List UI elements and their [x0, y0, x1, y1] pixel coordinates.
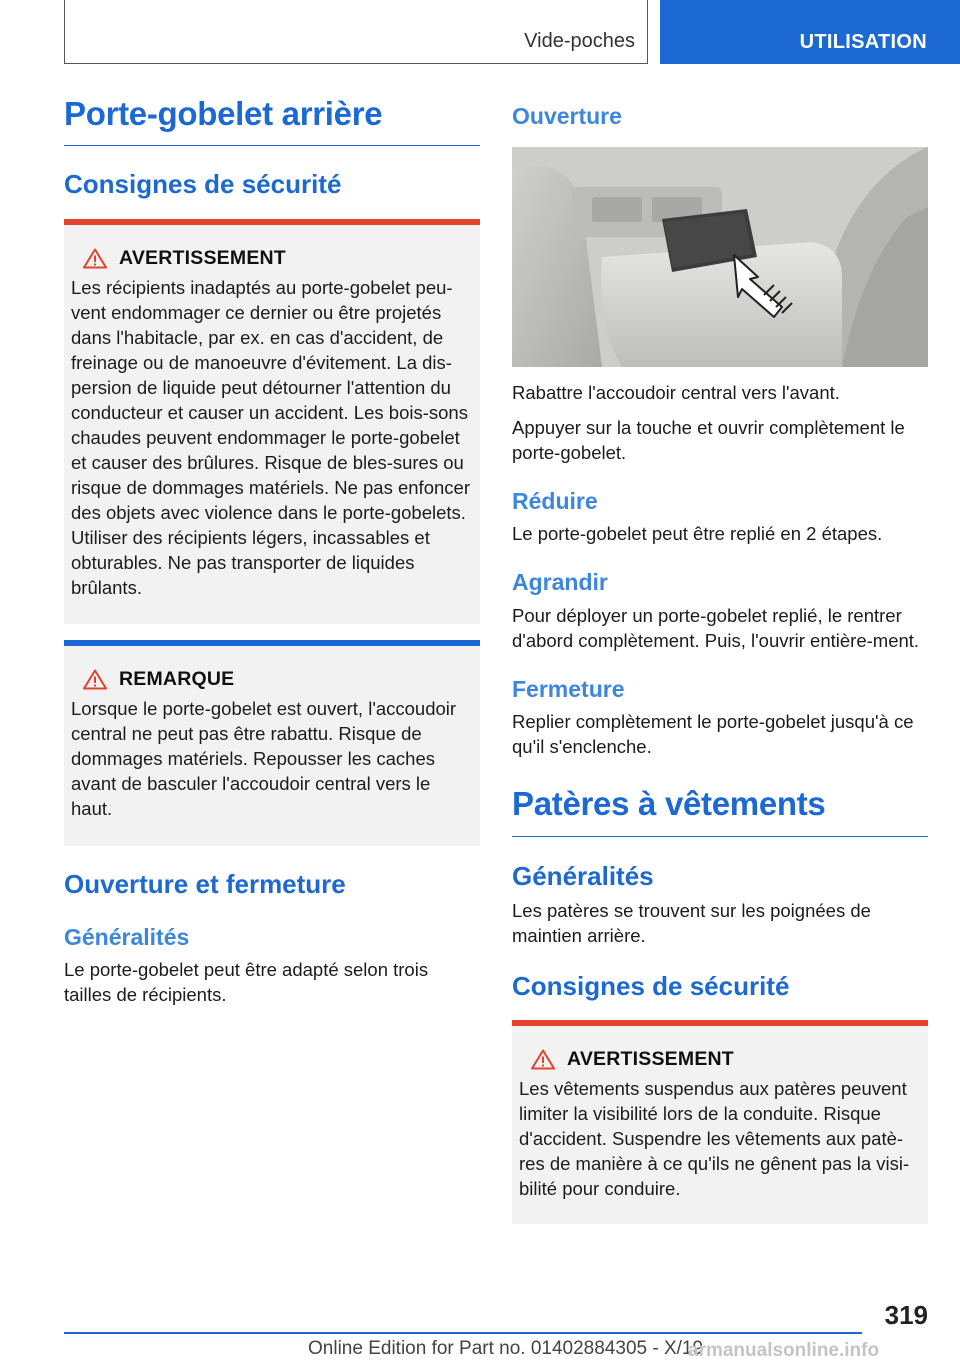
hooks-warning-text: Les vêtements suspendus aux patères peuvent limiter la visibilité lors de la conduite. Risque d'accident. Suspendre les vêtements aux patè-res de manière à ce qu'ils ne gênent pas la visi-bilité pour conduire. [519, 1078, 910, 1200]
header-chapter-tab [660, 0, 960, 64]
safety-heading: Consignes de sécurité [64, 169, 342, 200]
reduce-text: Le porte-gobelet peut être replié en 2 étapes. [512, 523, 883, 545]
general-text: Le porte-gobelet peut être adapté selon trois tailles de récipients. [64, 959, 429, 1006]
reduce-heading: Réduire [512, 487, 598, 514]
hooks-warning-box [512, 1020, 928, 1224]
open-close-heading: Ouverture et fermeture [64, 869, 346, 900]
chapter-title: UTILISATION [799, 31, 927, 53]
armrest-photo [512, 147, 928, 367]
warning-box-title [71, 247, 473, 270]
armrest-illustration [512, 147, 928, 367]
warning-text: Les récipients inadaptés au porte-gobelet peu-vent endommager ce dernier ou être projetés dans l'habitacle, par ex. en cas d'accident, de freinage ou de manoeuvre d'évitement. La dis-persion de liquide peut détourner l'attention du conducteur et causer un accident. Les bois-sons chaudes peuvent endommager le porte-gobelet et causer des brûlures. Risque de bles-sures ou risque de dommages matériels. Ne pas enfoncer des objets avec violence dans le porte-gobelets. Utiliser des récipients légers, incassables et obturables. Ne pas transporter de liquides brûlants. [71, 277, 470, 599]
right-column [512, 96, 928, 1224]
hooks-warning-title-text: AVERTISSEMENT [567, 1048, 734, 1071]
main-title: Porte-gobelet arrière [64, 96, 480, 146]
note-box [64, 640, 480, 846]
warning-triangle-icon [75, 669, 115, 690]
enlarge-heading: Agrandir [512, 569, 608, 596]
warning-triangle-icon [75, 248, 115, 269]
note-box-title [71, 668, 473, 691]
left-column [64, 96, 480, 1007]
note-title-text: REMARQUE [119, 668, 235, 691]
hooks-warning-box-title [519, 1048, 921, 1071]
enlarge-text: Pour déployer un porte-gobelet replié, le rentrer d'abord complètement. Puis, l'ouvrir entière-ment. [512, 604, 920, 651]
footer-rule [64, 1332, 862, 1334]
hooks-general-text: Les patères se trouvent sur les poignées de maintien arrière. [512, 899, 871, 946]
header-section-tab [64, 0, 648, 64]
opening-text-1: Rabattre l'accoudoir central vers l'avant. [512, 381, 840, 403]
warning-box [64, 219, 480, 624]
closing-heading: Fermeture [512, 675, 625, 702]
closing-text: Replier complètement le porte-gobelet jusqu'à ce qu'il s'enclenche. [512, 711, 914, 758]
warning-triangle-icon [523, 1049, 563, 1070]
note-text: Lorsque le porte-gobelet est ouvert, l'accoudoir central ne peut pas être rabattu. Risque de dommages matériels. Repousser les caches avant de basculer l'accoudoir central vers le haut. [71, 698, 457, 820]
watermark-text: armanualsonline.info [688, 1340, 880, 1361]
hooks-general-heading: Généralités [512, 860, 654, 891]
section-title: Vide-poches [524, 30, 635, 52]
opening-heading: Ouverture [512, 103, 622, 129]
footer-edition-text: Online Edition for Part no. 01402884305 - X/19 [308, 1338, 704, 1359]
hooks-safety-heading: Consignes de sécurité [512, 970, 790, 1001]
hooks-title: Patères à vêtements [512, 786, 928, 836]
general-heading: Généralités [64, 923, 190, 950]
warning-title-text: AVERTISSEMENT [119, 247, 286, 270]
opening-text-2: Appuyer sur la touche et ouvrir complètement le porte-gobelet. [512, 416, 905, 463]
page-number: 319 [884, 1300, 928, 1330]
